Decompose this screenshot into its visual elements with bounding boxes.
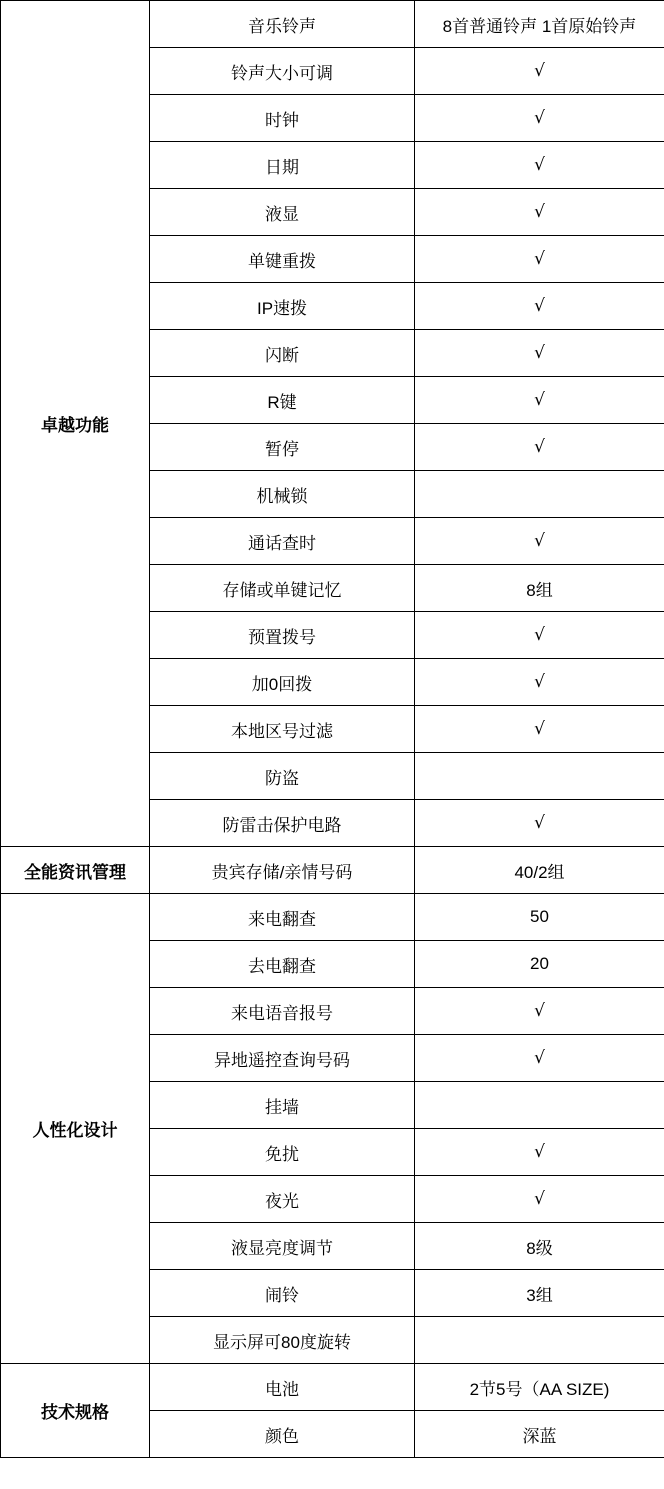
feature-cell: 来电语音报号: [150, 988, 415, 1035]
spec-table-body: [1, 1, 664, 1458]
feature-cell: 音乐铃声: [150, 1, 415, 48]
value-cell: √: [415, 48, 664, 95]
group-label: 人性化设计: [1, 894, 150, 1364]
value-cell: [415, 471, 664, 518]
feature-cell: 防盗: [150, 753, 415, 800]
group-label: 卓越功能: [1, 1, 150, 847]
feature-cell: 通话查时: [150, 518, 415, 565]
value-cell: √: [415, 236, 664, 283]
value-cell: 深蓝: [415, 1411, 664, 1458]
value-cell: 40/2组: [415, 847, 664, 894]
table-row: [1, 1, 664, 48]
value-cell: [415, 753, 664, 800]
feature-cell: 闪断: [150, 330, 415, 377]
feature-cell: 挂墙: [150, 1082, 415, 1129]
value-cell: √: [415, 518, 664, 565]
feature-cell: 异地遥控查询号码: [150, 1035, 415, 1082]
table-row: [1, 1364, 664, 1411]
feature-cell: 加0回拨: [150, 659, 415, 706]
feature-cell: 闹铃: [150, 1270, 415, 1317]
value-cell: 50: [415, 894, 664, 941]
value-cell: 3组: [415, 1270, 664, 1317]
value-cell: 2节5号（AA SIZE): [415, 1364, 664, 1411]
feature-cell: 液显: [150, 189, 415, 236]
value-cell: √: [415, 659, 664, 706]
feature-cell: 日期: [150, 142, 415, 189]
feature-cell: R键: [150, 377, 415, 424]
feature-cell: 贵宾存储/亲情号码: [150, 847, 415, 894]
feature-cell: 防雷击保护电路: [150, 800, 415, 847]
feature-cell: 单键重拨: [150, 236, 415, 283]
feature-cell: 电池: [150, 1364, 415, 1411]
feature-cell: IP速拨: [150, 283, 415, 330]
feature-cell: 显示屏可80度旋转: [150, 1317, 415, 1364]
group-label: 技术规格: [1, 1364, 150, 1458]
feature-cell: 去电翻查: [150, 941, 415, 988]
feature-cell: 夜光: [150, 1176, 415, 1223]
value-cell: 8级: [415, 1223, 664, 1270]
value-cell: √: [415, 424, 664, 471]
feature-cell: 时钟: [150, 95, 415, 142]
feature-cell: 机械锁: [150, 471, 415, 518]
value-cell: √: [415, 1129, 664, 1176]
value-cell: √: [415, 706, 664, 753]
value-cell: [415, 1317, 664, 1364]
group-label: 全能资讯管理: [1, 847, 150, 894]
value-cell: [415, 1082, 664, 1129]
value-cell: √: [415, 1176, 664, 1223]
value-cell: √: [415, 800, 664, 847]
value-cell: √: [415, 283, 664, 330]
value-cell: √: [415, 142, 664, 189]
table-row: [1, 894, 664, 941]
value-cell: √: [415, 612, 664, 659]
feature-cell: 预置拨号: [150, 612, 415, 659]
value-cell: 20: [415, 941, 664, 988]
feature-cell: 免扰: [150, 1129, 415, 1176]
value-cell: √: [415, 189, 664, 236]
feature-cell: 颜色: [150, 1411, 415, 1458]
feature-cell: 存储或单键记忆: [150, 565, 415, 612]
feature-cell: 铃声大小可调: [150, 48, 415, 95]
feature-cell: 暂停: [150, 424, 415, 471]
feature-cell: 来电翻查: [150, 894, 415, 941]
value-cell: √: [415, 1035, 664, 1082]
value-cell: √: [415, 95, 664, 142]
feature-cell: 液显亮度调节: [150, 1223, 415, 1270]
value-cell: √: [415, 377, 664, 424]
feature-cell: 本地区号过滤: [150, 706, 415, 753]
value-cell: √: [415, 988, 664, 1035]
value-cell: 8首普通铃声 1首原始铃声: [415, 1, 664, 48]
value-cell: √: [415, 330, 664, 377]
table-row: [1, 847, 664, 894]
value-cell: 8组: [415, 565, 664, 612]
